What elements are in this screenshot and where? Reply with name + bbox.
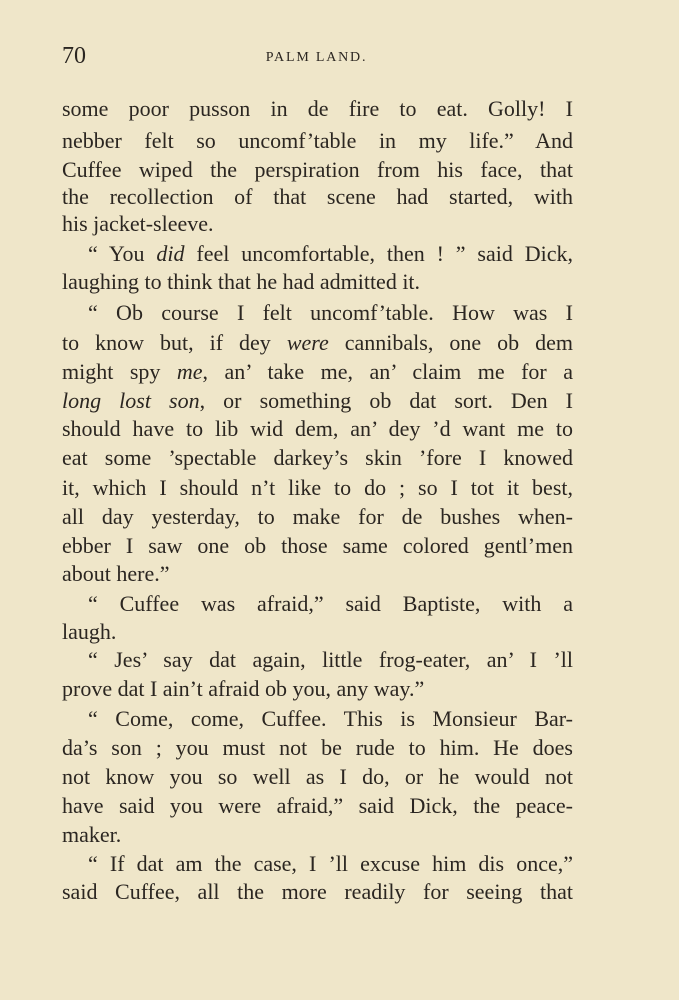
text-line-8: “ Ob course I felt uncomf’table. How was I: [88, 300, 573, 325]
text-line-26: maker.: [62, 822, 122, 847]
text-line-9-part-c: cannibals, one ob dem: [328, 330, 573, 355]
text-line-10-emphasis: me: [176, 359, 203, 384]
text-line-12: should have to lib wid dem, an’ dey ’d want me to: [62, 416, 573, 441]
text-line-15: all day yesterday, to make for de bushes when-: [62, 504, 573, 529]
text-line-1: some poor pusson in de fire to eat. Golly! I: [62, 96, 573, 121]
text-line-25: have said you were afraid,” said Dick, the peace-: [62, 793, 573, 818]
text-line-20: “ Jes’ say dat again, little frog-eater, an’ I ’ll: [88, 647, 573, 672]
text-line-9-part-a: to know but, if dey: [62, 330, 287, 355]
text-line-2: nebber felt so uncomf’table in my life.” And: [62, 128, 573, 153]
text-line-13: eat some ’spectable darkey’s skin ’fore I knowed: [62, 445, 573, 470]
text-line-14: it, which I should n’t like to do ; so I tot it best,: [62, 475, 573, 500]
text-line-28: said Cuffee, all the more readily for seeing that: [62, 879, 573, 904]
text-line-4: the recollection of that scene had started, with: [62, 184, 573, 209]
running-head: PALM LAND.: [265, 50, 368, 65]
text-line-10-part-a: might spy: [62, 359, 177, 384]
text-line-7: laughing to think that he had admitted it.: [62, 269, 421, 294]
text-line-11-part-b: , or something ob dat sort. Den I: [199, 388, 573, 413]
text-line-9: [62, 329, 573, 357]
text-line-6-part-c: feel uncomfortable, then ! ” said Dick,: [184, 241, 573, 266]
text-line-10-part-c: , an’ take me, an’ claim me for a: [202, 359, 573, 384]
text-line-3: Cuffee wiped the perspiration from his face, that: [62, 157, 573, 182]
text-line-17: about here.”: [62, 561, 170, 586]
text-line-6-emphasis: did: [156, 241, 185, 266]
text-line-19: laugh.: [62, 619, 117, 644]
text-line-16: ebber I saw one ob those same colored gentl’men: [62, 533, 573, 558]
text-line-18: “ Cuffee was afraid,” said Baptiste, with a: [88, 591, 573, 616]
text-line-27: “ If dat am the case, I ’ll excuse him dis once,”: [88, 851, 573, 876]
text-line-24: not know you so well as I do, or he would not: [62, 764, 573, 789]
text-line-6-part-a: “ You: [88, 241, 157, 266]
text-line-11-emphasis: long lost son: [62, 388, 200, 413]
text-line-9-emphasis: were: [286, 330, 329, 355]
text-line-11: [62, 387, 573, 415]
text-line-10: [62, 358, 573, 386]
page-number: 70: [62, 43, 86, 69]
text-line-5: his jacket-sleeve.: [62, 211, 214, 236]
text-line-23: da’s son ; you must not be rude to him. He does: [62, 735, 573, 760]
text-line-22: “ Come, come, Cuffee. This is Monsieur Bar-: [88, 706, 573, 731]
text-line-6: [88, 240, 573, 268]
text-line-21: prove dat I ain’t afraid ob you, any way.”: [62, 676, 425, 701]
